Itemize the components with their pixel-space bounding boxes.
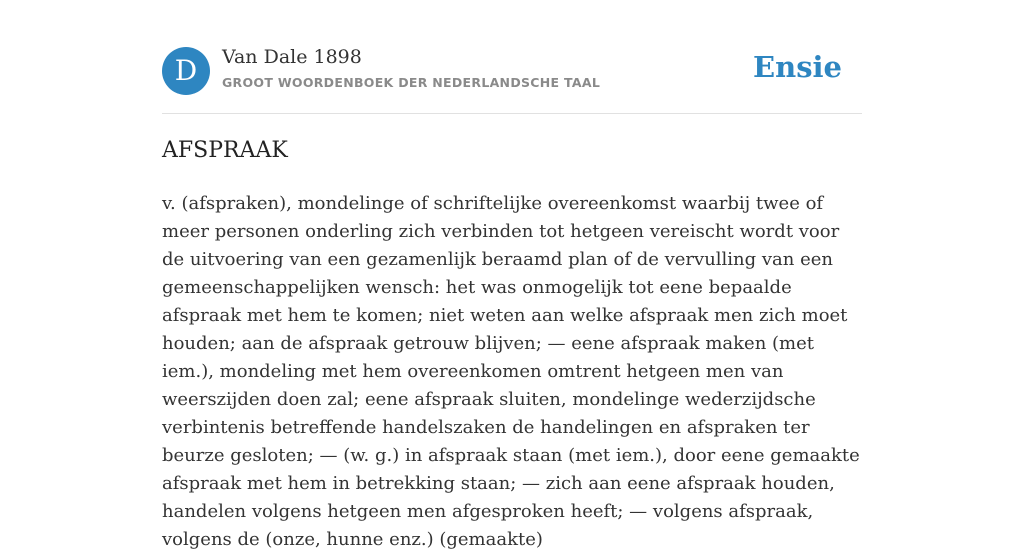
source-header — [162, 46, 862, 96]
source-logo[interactable]: D — [162, 47, 210, 95]
source-title[interactable]: Van Dale 1898 — [222, 46, 362, 68]
entry-definition: v. (afspraken), mondelinge of schriftelijke overeenkomst waarbij twee of meer personen onderling zich verbinden tot hetgeen vereischt wordt voor de uitvoering van een gezamenlijk beraamd plan of de vervulling van een gemeenschappelijken wensch: het was onmogelijk tot eene bepaalde afspraak met hem te komen; niet weten aan welke afspraak men zich moet houden; aan de afspraak getrouw blijven; — eene afspraak maken (met iem.), mondeling met hem overeenkomen omtrent hetgeen men van weerszijden doen zal; eene afspraak sluiten, mondelinge wederzijdsche verbintenis betreffende handelszaken de handelingen en afspraken ter beurze gesloten; — (w. g.) in afspraak staan (met iem.), door eene gemaakte afspraak met hem in betrekking staan; — zich aan eene afspraak houden, handelen volgens hetgeen men afgesproken heeft; — volgens afspraak, volgens de (onze, hunne enz.) (gemaakte) — [162, 193, 860, 550]
header-divider — [162, 113, 862, 114]
brand-logo[interactable]: Ensie — [753, 50, 842, 84]
source-subtitle: GROOT WOORDENBOEK DER NEDERLANDSCHE TAAL — [222, 75, 601, 90]
entry-headword: AFSPRAAK — [162, 138, 288, 163]
